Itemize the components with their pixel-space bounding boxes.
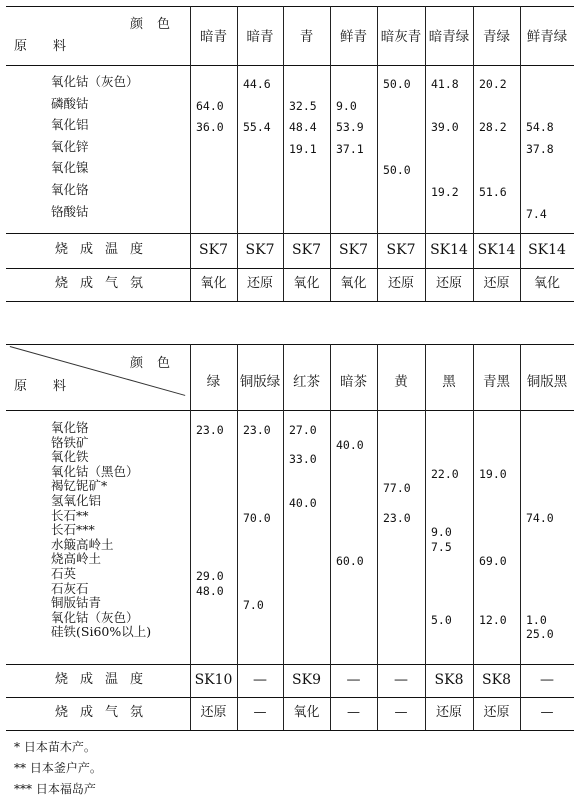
table1-cell: 53.9 (336, 120, 364, 135)
table2-temp-cell: — (253, 672, 267, 688)
table1-temp-cell: SK14 (528, 242, 566, 258)
table2-row-material: 硅铁(Si60%以上) (51, 624, 152, 640)
table1-row-material: 铬酸钴 (51, 203, 89, 219)
table2-temp-label: 烧成温度 (55, 672, 156, 687)
table1-atm-cell: 氧化 (200, 276, 227, 291)
table-2-color-label: 颜色 (130, 356, 185, 371)
table1-col-header: 青绿 (483, 29, 510, 45)
table2-col-header: 黑 (442, 374, 456, 390)
table-2-material-label: 原料 (14, 379, 93, 394)
table2-cell: 19.0 (479, 466, 507, 481)
table2-temp-cell: SK8 (434, 672, 464, 688)
table1-temp-cell: SK7 (245, 242, 275, 258)
table1-cell: 64.0 (196, 98, 224, 113)
table1-col-header: 青 (299, 29, 314, 45)
table1-cell: 9.0 (336, 98, 357, 113)
table-1-atm-rule (6, 268, 574, 269)
table2-cell: 9.0 (431, 525, 452, 540)
table2-col-header: 铜版黑 (526, 374, 568, 390)
table2-cell: 27.0 (289, 423, 317, 437)
table2-atm-cell: 还原 (435, 705, 462, 720)
table2-row-material: 长石*** (51, 522, 95, 538)
table1-col-header: 鲜青 (340, 29, 367, 45)
table2-cell: 25.0 (526, 627, 554, 642)
table2-row-material: 氢氧化铝 (51, 493, 102, 508)
table1-atm-cell: 氧化 (533, 276, 560, 291)
table1-cell: 19.1 (289, 141, 317, 156)
table1-cell: 36.0 (196, 120, 224, 135)
table2-col-header: 暗茶 (340, 374, 367, 390)
footnote-3: *** 日本福岛产 (14, 782, 96, 796)
table2-cell: 12.0 (479, 612, 507, 627)
table1-row-material: 氧化钴（灰色） (51, 74, 139, 89)
table2-col-header: 青黑 (483, 374, 510, 390)
footnote-2: ** 日本釜户产。 (14, 761, 102, 775)
table1-temp-cell: SK14 (430, 242, 468, 258)
table2-cell: 7.0 (243, 598, 264, 613)
table1-cell: 37.8 (526, 141, 554, 156)
table1-row-material: 氧化铝 (51, 117, 89, 133)
table1-temp-cell: SK7 (386, 242, 416, 258)
table2-cell: 1.0 (526, 612, 547, 627)
table2-temp-cell: SK10 (194, 672, 233, 688)
table2-col-header: 红茶 (293, 374, 320, 390)
table2-row-material: 氧化钴（黑色） (51, 463, 139, 479)
table1-col-header: 暗青 (200, 29, 227, 45)
footnote-1: * 日本苗木产。 (14, 740, 96, 754)
table1-cell: 39.0 (431, 120, 459, 135)
table1-cell: 28.2 (479, 120, 507, 135)
table2-cell: 40.0 (336, 437, 364, 452)
table1-temp-cell: SK14 (477, 242, 516, 258)
table2-row-material: 氧化钴（灰色） (51, 609, 139, 625)
table2-cell: 77.0 (383, 481, 411, 496)
table1-temp-label: 烧成温度 (55, 242, 156, 257)
table2-row-material: 氧化铬 (51, 420, 89, 435)
table1-temp-cell: SK7 (199, 242, 228, 258)
table2-row-material: 铜版钴青 (51, 595, 102, 611)
table2-col-header: 绿 (206, 374, 221, 390)
table1-col-header: 鲜青绿 (526, 29, 568, 45)
table-1-bottom-rule (6, 301, 574, 302)
table1-col-header: 暗灰青 (380, 29, 422, 45)
table1-temp-cell: SK7 (292, 242, 321, 258)
table1-cell: 48.4 (289, 120, 317, 135)
table2-cell: 23.0 (243, 423, 271, 437)
table2-cell: 22.0 (431, 466, 459, 481)
table1-cell: 51.6 (479, 185, 507, 199)
table2-cell: 29.0 (196, 569, 224, 583)
table2-row-material: 石灰石 (51, 580, 89, 596)
table1-row-material: 氧化镍 (51, 160, 89, 176)
table2-cell: 74.0 (526, 510, 554, 525)
table2-cell: 5.0 (431, 612, 452, 627)
table2-cell: 33.0 (289, 452, 317, 467)
table1-cell: 32.5 (289, 98, 317, 113)
table1-atm-cell: 氧化 (293, 276, 320, 291)
table-2-atm-rule (6, 697, 574, 698)
table2-row-material: 长石** (51, 507, 89, 523)
table1-col-header: 暗青 (246, 29, 274, 45)
table2-temp-cell: SK8 (482, 672, 511, 688)
table1-cell: 54.8 (526, 120, 554, 135)
table2-atm-cell: 氧化 (293, 705, 320, 720)
table2-cell: 48.0 (196, 583, 224, 598)
table2-atm-cell: — (394, 705, 408, 720)
table1-cell: 41.8 (431, 77, 459, 91)
table1-cell: 44.6 (243, 77, 271, 91)
table-1-temp-rule (6, 233, 574, 234)
table-2-bottom-rule (6, 730, 574, 731)
table2-atm-cell: 还原 (200, 705, 227, 720)
table2-cell: 23.0 (383, 510, 411, 525)
table-2-temp-rule (6, 664, 574, 665)
table1-atm-label: 烧成气氛 (55, 276, 156, 291)
table1-row-material: 氧化铬 (51, 182, 89, 197)
table-1-color-label: 颜色 (130, 17, 185, 32)
table1-cell: 20.2 (479, 77, 507, 91)
table1-atm-cell: 氧化 (340, 276, 367, 291)
table1-atm-cell: 还原 (435, 276, 462, 291)
table2-row-material: 褐钇铌矿* (51, 478, 108, 494)
table1-cell: 50.0 (383, 77, 411, 91)
table2-temp-cell: — (394, 672, 408, 688)
table1-cell: 7.4 (526, 206, 547, 221)
table-1-top-rule (6, 6, 574, 7)
table2-cell: 7.5 (431, 539, 452, 554)
table2-row-material: 氧化铁 (51, 449, 89, 465)
table1-atm-cell: 还原 (483, 276, 510, 291)
table2-row-material: 烧高岭土 (51, 551, 102, 567)
table1-row-material: 磷酸钴 (51, 95, 89, 111)
table2-col-header: 铜版绿 (239, 374, 281, 390)
table2-cell: 70.0 (243, 510, 271, 525)
table1-row-material: 氧化锌 (51, 138, 89, 154)
table2-row-material: 铬铁矿 (51, 434, 89, 450)
table2-cell: 40.0 (289, 496, 317, 510)
table2-cell: 69.0 (479, 554, 507, 569)
table2-temp-cell: — (540, 672, 554, 688)
table2-atm-cell: — (347, 705, 360, 720)
table2-atm-label: 烧成气氛 (55, 705, 156, 720)
table2-atm-cell: 还原 (483, 705, 510, 720)
table2-col-header: 黄 (394, 374, 408, 390)
table2-cell: 60.0 (336, 554, 364, 569)
table2-atm-cell: — (253, 705, 267, 720)
table1-cell: 19.2 (431, 185, 459, 199)
table-1-material-label: 原料 (14, 39, 93, 54)
table1-atm-cell: 还原 (246, 276, 273, 291)
table2-atm-cell: — (540, 705, 554, 720)
table1-cell: 50.0 (383, 163, 411, 178)
table1-cell: 37.1 (336, 141, 364, 156)
table1-cell: 55.4 (243, 120, 271, 135)
table2-cell: 23.0 (196, 423, 224, 437)
table1-atm-cell: 还原 (387, 276, 414, 291)
table-2-header-rule (6, 410, 574, 411)
table-1-header-rule (6, 65, 574, 66)
table2-row-material: 水簸高岭土 (51, 536, 114, 552)
table1-col-header: 暗青绿 (428, 29, 470, 45)
table2-row-material: 石英 (51, 566, 77, 581)
table2-temp-cell: — (346, 672, 361, 688)
table1-temp-cell: SK7 (339, 242, 368, 258)
table-2-top-rule (6, 344, 574, 345)
table2-temp-cell: SK9 (292, 672, 321, 688)
